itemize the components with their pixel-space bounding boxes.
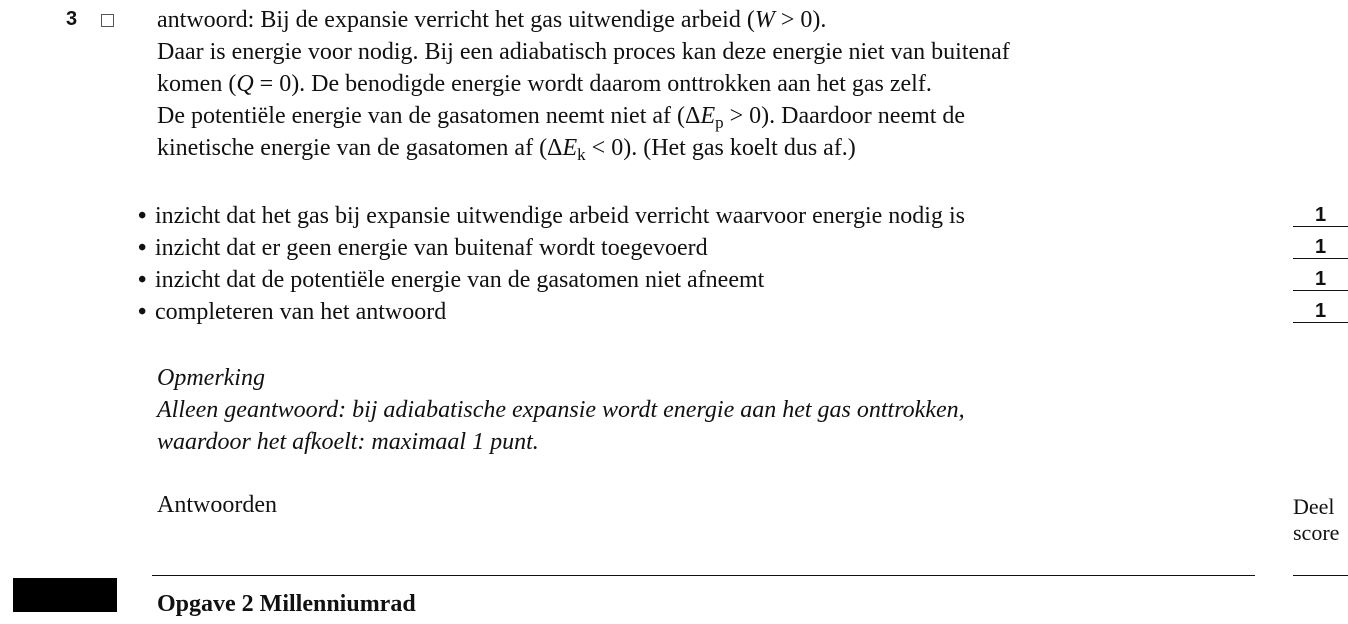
answer-line-5: kinetische energie van de gasatomen af $(\Delta E_k < 0)$. (Het gas koelt dus af.) [157, 135, 856, 164]
bullet-icon: • [138, 267, 147, 293]
criterion-text: inzicht dat er geen energie van buitenaf wordt toegevoerd [155, 235, 708, 261]
section-title: Opgave 2 Millenniumrad [157, 591, 416, 617]
score-1: 1 [1293, 204, 1348, 227]
score-4: 1 [1293, 300, 1348, 323]
bullet-icon: • [138, 235, 147, 261]
divider-rule [152, 575, 1255, 576]
bullet-icon: • [138, 299, 147, 325]
score-column-rule [1293, 575, 1348, 576]
answer-line-4: De potentiële energie van de gasatomen neemt niet af $(\Delta E_p > 0)$. Daardoor neemt de [157, 103, 966, 132]
remark-line-2: waardoor het afkoelt: maximaal 1 punt. [157, 429, 539, 455]
criterion-1 [138, 200, 965, 232]
criterion-text: inzicht dat het gas bij expansie uitwendige arbeid verricht waarvoor energie nodig is [155, 203, 965, 229]
answer-line-3: komen (Q = 0). De benodigde energie wordt daarom onttrokken aan het gas zelf. [157, 71, 932, 97]
question-number: 3 [66, 8, 78, 30]
criterion-4 [138, 296, 446, 328]
black-marker-block [13, 578, 117, 612]
remark-line-1: Alleen geantwoord: bij adiabatische expansie wordt energie aan het gas onttrokken, [157, 397, 965, 423]
score-label-score: score [1293, 520, 1340, 545]
answer-line-2: Daar is energie voor nodig. Bij een adiabatisch proces kan deze energie niet van buitenaf [157, 39, 1010, 65]
checkbox-icon[interactable] [101, 14, 114, 27]
answers-label: Antwoorden [157, 492, 277, 518]
score-3: 1 [1293, 268, 1348, 291]
score-label-deel: Deel [1293, 494, 1335, 519]
criterion-text: inzicht dat de potentiële energie van de gasatomen niet afneemt [155, 267, 765, 293]
remark-heading: Opmerking [157, 365, 265, 391]
score-2: 1 [1293, 236, 1348, 259]
bullet-icon: • [138, 203, 147, 229]
criterion-3 [138, 264, 764, 296]
criterion-2 [138, 232, 708, 264]
criterion-text: completeren van het antwoord [155, 299, 447, 325]
answer-line-1: antwoord: Bij de expansie verricht het gas uitwendige arbeid (W > 0). [157, 7, 827, 33]
